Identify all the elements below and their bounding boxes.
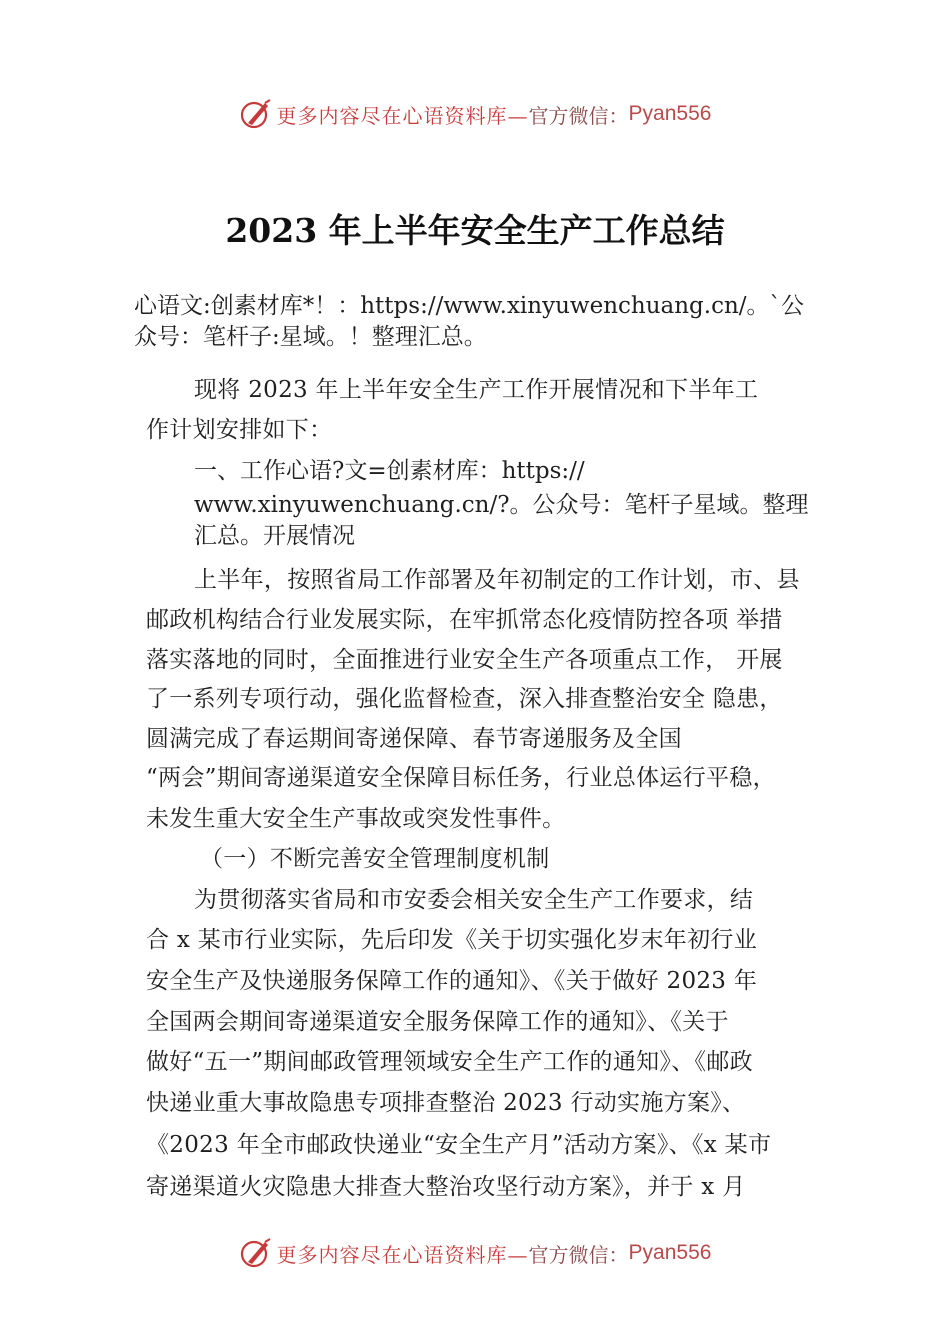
paragraph2-line-4: 全国两会期间寄递渠道安全服务保障工作的通知》、《关于 xyxy=(146,1009,729,1035)
paragraph2-line-2: 合 x 某市行业实际，先后印发《关于切实强化岁末年初行业 xyxy=(146,927,757,953)
paragraph1-line-6: “两会”期间寄递渠道安全保障目标任务，行业总体运行平稳， xyxy=(146,765,776,791)
banner-wechat-label: 官方微信： xyxy=(528,1242,629,1267)
paragraph2-line-3: 安全生产及快递服务保障工作的通知》、《关于做好 2023 年 xyxy=(146,968,758,994)
banner-text: 更多内容尽在心语资料库— xyxy=(276,1242,529,1267)
footer-banner xyxy=(0,1233,950,1273)
quill-pen-logo-icon xyxy=(239,97,273,131)
section-heading-line-1: 一、工作心语?文=创素材库：https:// xyxy=(194,458,585,484)
source-note-line-1: 心语文:创素材库*！：https://www.xinyuwenchuang.cn/。`公 xyxy=(134,293,805,319)
paragraph1-line-5: 圆满完成了春运期间寄递保障、春节寄递服务及全国 xyxy=(146,726,682,752)
paragraph1-line-7: 未发生重大安全生产事故或突发性事件。 xyxy=(146,806,566,832)
section-heading-line-3: 汇总。开展情况 xyxy=(194,523,355,549)
banner-wechat-label: 官方微信： xyxy=(528,103,629,128)
paragraph1-line-2: 邮政机构结合行业发展实际，在牢抓常态化疫情防控各项 举措 xyxy=(146,607,783,633)
paragraph1-line-3: 落实落地的同时，全面推进行业安全生产各项重点工作， 开展 xyxy=(146,647,783,673)
header-banner xyxy=(0,94,950,134)
banner-text: 更多内容尽在心语资料库— xyxy=(276,103,529,128)
paragraph1-line-4: 了一系列专项行动，强化监督检查，深入排查整治安全 隐患， xyxy=(146,686,783,712)
paragraph1-line-1: 上半年，按照省局工作部署及年初制定的工作计划，市、县 xyxy=(194,567,800,593)
intro-line-2: 作计划安排如下： xyxy=(146,417,333,443)
banner-wechat-id: Pyan556 xyxy=(628,102,712,125)
paragraph2-line-1: 为贯彻落实省局和市安委会相关安全生产工作要求，结 xyxy=(194,887,754,913)
document-title: 2023 年上半年安全生产工作总结 xyxy=(225,211,725,250)
section-heading-line-2: www.xinyuwenchuang.cn/?。公众号：笔杆子星域。整理 xyxy=(194,492,809,518)
banner-wechat-id: Pyan556 xyxy=(628,1241,712,1264)
source-note-line-2: 众号：笔杆子:星域。！整理汇总。 xyxy=(134,324,487,350)
paragraph2-line-7: 《2023 年全市邮政快递业“安全生产月”活动方案》、《x 某市 xyxy=(146,1132,772,1158)
paragraph2-line-5: 做好“五一”期间邮政管理领域安全生产工作的通知》、《邮政 xyxy=(146,1049,753,1075)
subsection-heading: （一）不断完善安全管理制度机制 xyxy=(200,846,550,872)
paragraph2-line-6: 快递业重大事故隐患专项排查整治 2023 行动实施方案》、 xyxy=(146,1090,746,1116)
quill-pen-logo-icon xyxy=(239,1236,273,1270)
intro-line-1: 现将 2023 年上半年安全生产工作开展情况和下半年工 xyxy=(194,377,759,403)
paragraph2-line-8: 寄递渠道火灾隐患大排查大整治攻坚行动方案》，并于 x 月 xyxy=(146,1174,746,1200)
